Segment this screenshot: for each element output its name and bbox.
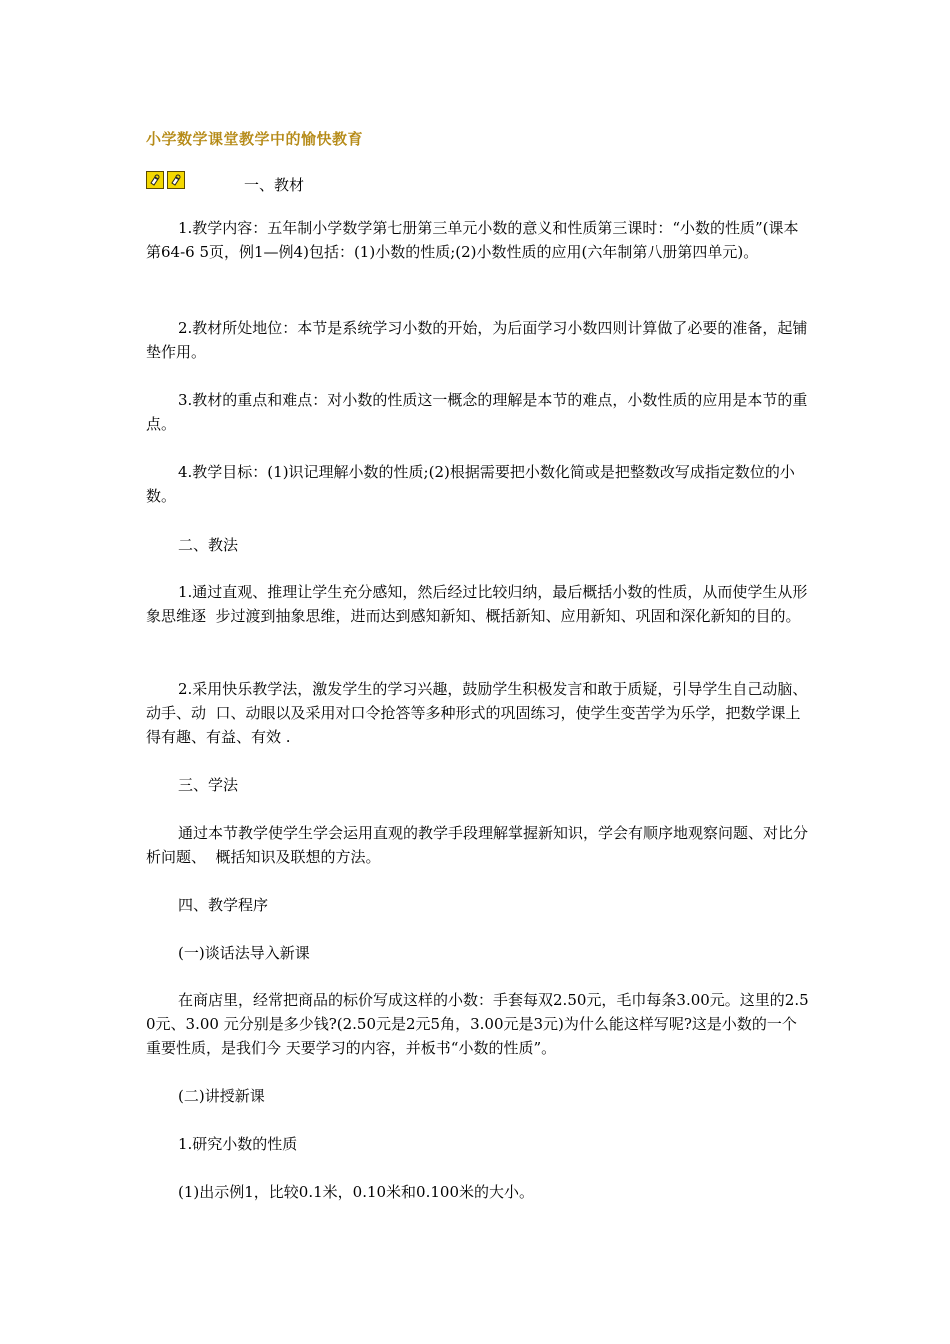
paragraph-content: 1.教学内容：五年制小学数学第七册第三单元小数的意义和性质第三课时：“小数的性质”(课本第64-6 5页，例1—例4)包括：(1)小数的性质;(2)小数性质的应用(六年制第八册第四单元)。 [146,219,799,261]
paragraph-learning: 通过本节教学使学生学会运用直观的教学手段理解掌握新知识，学会有顺序地观察问题、对比分析问题、 概括知识及联想的方法。 [146,824,809,866]
item-heading-study: 1.研究小数的性质 [178,1135,298,1153]
paragraph-intro: 在商店里，经常把商品的标价写成这样的小数：手套每双2.50元，毛巾每条3.00元。这里的2.50元、3.00 元分别是多少钱?(2.50元是2元5角，3.00元是3元)为什么能这样写呢?这是小数的一个重要性质，是我们今 天要学习的内容，并板书“小数的性质”。 [146,991,809,1057]
section-heading-methods: 二、教法 [178,536,239,554]
paragraph-method-1: 1.通过直观、推理让学生充分感知，然后经过比较归纳，最后概括小数的性质，从而使学生从形象思维逐 步过渡到抽象思维，进而达到感知新知、概括新知、应用新知、巩固和深化新知的目的。 [146,583,808,625]
subsection-heading-intro: (一)谈话法导入新课 [178,944,310,962]
item-subheading-example: (1)出示例1，比较0.1米，0.10米和0.100米的大小。 [178,1183,534,1201]
paragraph-position: 2.教材所处地位：本节是系统学习小数的开始，为后面学习小数四则计算做了必要的准备，起铺垫作用。 [146,319,808,361]
paragraph-method-2: 2.采用快乐教学法，激发学生的学习兴趣，鼓励学生积极发言和敢于质疑，引导学生自己动脑、动手、动 口、动眼以及采用对口令抢答等多种形式的巩固练习，使学生变苦学为乐学，把数学课上得有趣、有益、有效 . [146,680,808,746]
subsection-heading-teaching: (二)讲授新课 [178,1087,265,1105]
paragraph-key-points: 3.教材的重点和难点：对小数的性质这一概念的理解是本节的难点，小数性质的应用是本节的重点。 [146,391,808,433]
tool-icon [146,171,164,189]
section-heading-procedure: 四、教学程序 [178,896,269,914]
section-heading-materials: 一、教材 [244,176,305,194]
tool-icon [167,171,185,189]
section-heading-learning: 三、学法 [178,776,239,794]
icon-group [146,171,185,189]
paragraph-objectives: 4.教学目标：(1)识记理解小数的性质;(2)根据需要把小数化简或是把整数改写成指定数位的小数。 [146,463,795,505]
document-title: 小学数学课堂教学中的愉快教育 [146,130,364,148]
